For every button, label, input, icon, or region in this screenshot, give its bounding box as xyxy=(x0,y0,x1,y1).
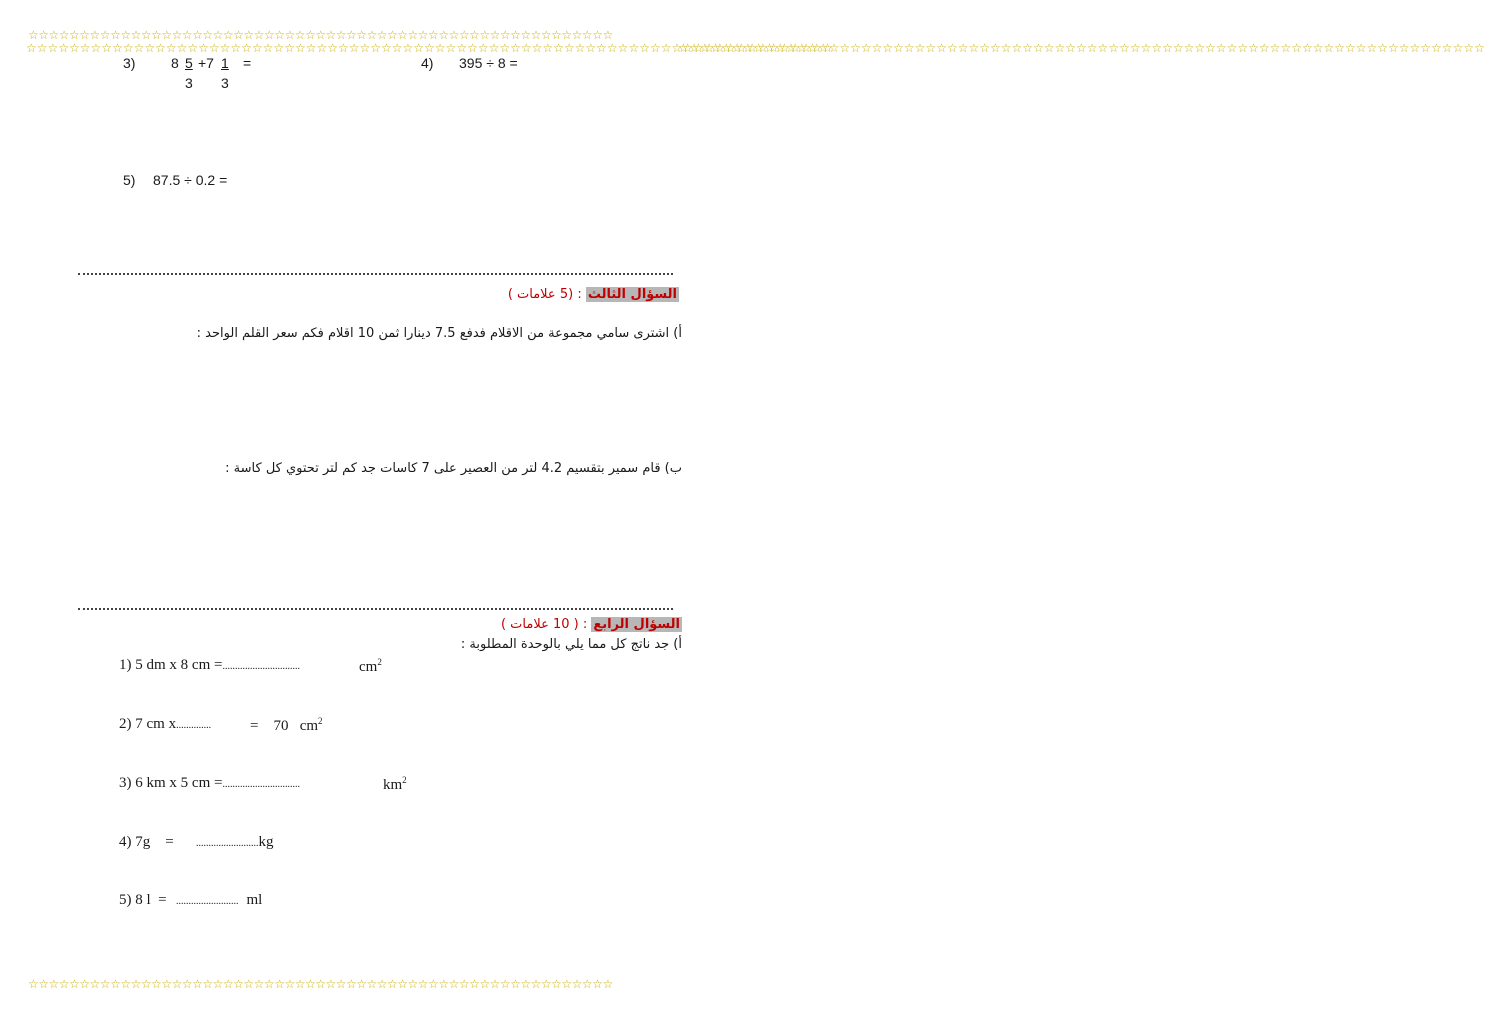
question-3-part-a: أ) اشترى سامي مجموعة من الاقلام فدفع 7.5 دينارا ثمن 10 اقلام فكم سعر القلم الواحد : xyxy=(196,326,682,341)
section-divider-2 xyxy=(78,608,673,610)
q4-item-1 xyxy=(119,657,300,674)
problem-3-equals: = xyxy=(243,55,252,71)
question-3-header xyxy=(508,287,679,302)
q4-item-3-unit: $km^2$ xyxy=(383,775,407,793)
q4-item-5-answer: ......................... ml xyxy=(176,892,263,908)
problem-3-numerator-2: 1 xyxy=(221,55,229,71)
q4-item-3-expression: 3) 6 km x 5 cm = xyxy=(119,775,223,791)
q4-item-3-dots: ............................... xyxy=(222,779,300,790)
q4-item-2 xyxy=(119,716,211,733)
question-3-marks: : (5 علامات ) xyxy=(507,287,582,302)
star-border-bottom: ☆☆☆☆☆☆☆☆☆☆☆☆☆☆☆☆☆☆☆☆☆☆☆☆☆☆☆☆☆☆☆☆☆☆☆☆☆☆☆☆☆☆☆☆☆☆☆☆☆☆☆☆☆☆☆☆☆ xyxy=(28,977,613,991)
problem-3-number: 3) xyxy=(123,55,136,71)
problem-4-expression: 395 ÷ 8 = xyxy=(459,55,518,71)
q4-item-4-expression: 4) 7g = xyxy=(119,834,174,850)
q4-item-2-dots: .............. xyxy=(176,720,212,731)
q4-item-4-answer: .........................kg xyxy=(196,834,274,850)
q4-item-2-expression: 2) 7 cm x xyxy=(119,716,177,732)
problem-3-numerator-1: 5 xyxy=(185,55,193,71)
q4-item-2-result: = 70 $cm^2$ xyxy=(250,716,323,734)
q4-item-5-expression: 5) 8 l = xyxy=(119,892,167,908)
star-border-right: ☆☆☆☆☆☆☆☆☆☆☆☆☆☆☆☆☆☆☆☆☆☆☆☆☆☆☆☆☆☆☆☆☆☆☆☆☆☆☆☆☆☆☆☆☆☆☆☆☆☆☆☆☆☆☆☆☆☆☆☆☆☆☆☆☆☆☆☆☆☆☆☆☆☆☆ xyxy=(678,41,1485,55)
question-4-header xyxy=(501,617,682,632)
section-divider-1 xyxy=(78,273,673,275)
q4-item-1-dots: ............................... xyxy=(222,661,300,672)
q4-item-1-unit: $cm^2$ xyxy=(359,657,382,675)
question-4-part-a: أ) جد ناتج كل مما يلي بالوحدة المطلوبة : xyxy=(460,637,682,652)
problem-3-whole: 8 xyxy=(171,55,179,71)
problem-4-number: 4) xyxy=(421,55,434,71)
question-4-marks: : ( 10 علامات ) xyxy=(500,617,588,632)
star-border-left: ☆☆☆☆☆☆☆☆☆☆☆☆☆☆☆☆☆☆☆☆☆☆☆☆☆☆☆☆☆☆☆☆☆☆☆☆☆☆☆☆☆☆☆☆☆☆☆☆☆☆☆☆☆☆☆☆☆☆☆☆☆☆☆☆☆☆☆☆☆☆☆☆☆☆☆ xyxy=(26,41,833,55)
q4-item-1-expression: 1) 5 dm x 8 cm = xyxy=(119,657,223,673)
question-3-title: السؤال الثالث xyxy=(587,287,677,302)
question-3-part-b: ب) قام سمير بتقسيم 4.2 لتر من العصير على 7 كاسات جد كم لتر تحتوي كل كاسة : xyxy=(225,461,682,476)
question-4-title: السؤال الرابع xyxy=(593,617,680,632)
problem-5-number: 5) xyxy=(123,172,136,188)
problem-5-expression: 87.5 ÷ 0.2 = xyxy=(153,172,228,188)
star-border-top: ☆☆☆☆☆☆☆☆☆☆☆☆☆☆☆☆☆☆☆☆☆☆☆☆☆☆☆☆☆☆☆☆☆☆☆☆☆☆☆☆☆☆☆☆☆☆☆☆☆☆☆☆☆☆☆☆☆ xyxy=(28,28,613,42)
q4-item-3 xyxy=(119,775,300,792)
problem-3-denominator-1: 3 xyxy=(185,75,193,91)
problem-3-denominator-2: 3 xyxy=(221,75,229,91)
problem-3-plus: +7 xyxy=(198,55,214,71)
